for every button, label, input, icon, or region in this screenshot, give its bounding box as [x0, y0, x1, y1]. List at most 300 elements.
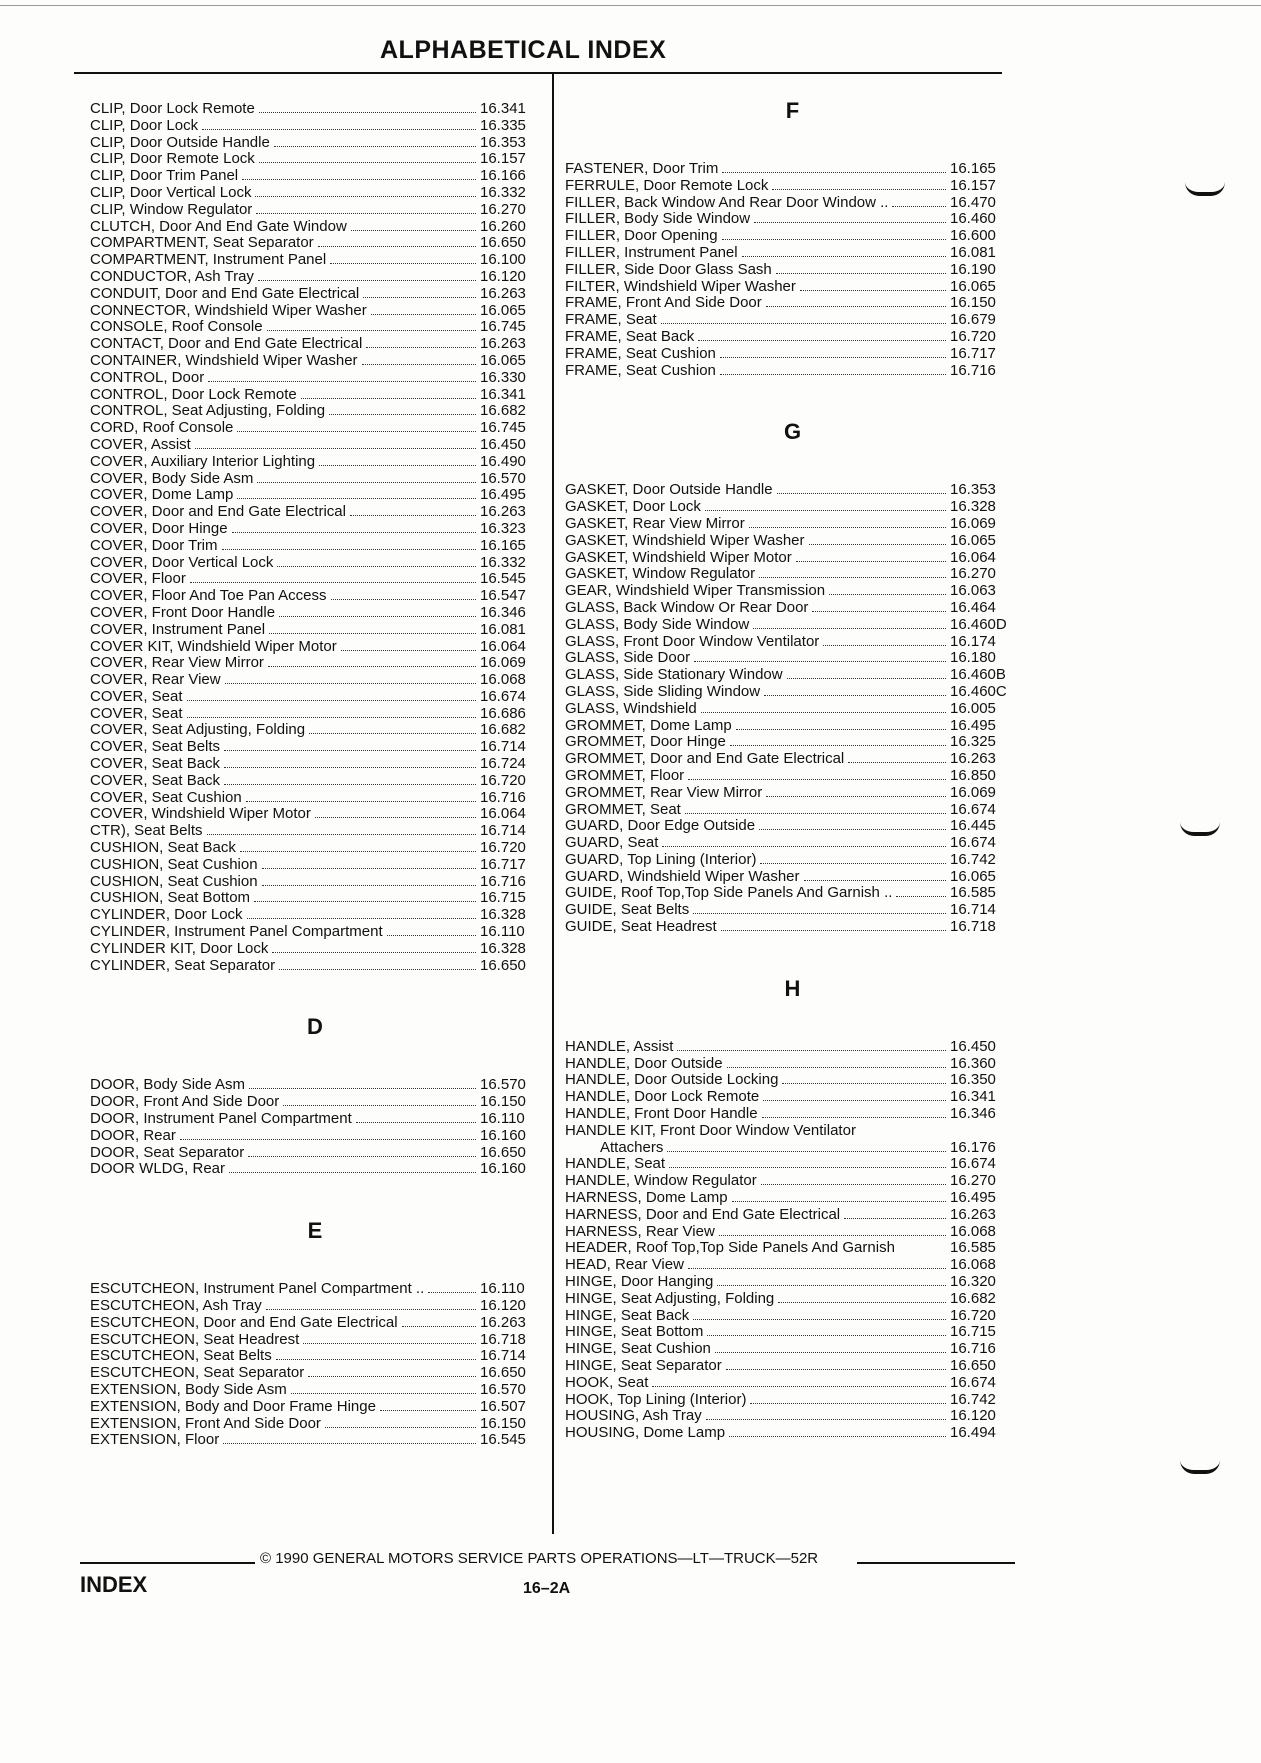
- index-entry: [90, 319, 540, 336]
- entry-name: HEADER, Roof Top,Top Side Panels And Garnish: [565, 1239, 895, 1257]
- entry-name: CONSOLE, Roof Console: [90, 318, 263, 336]
- entry-page: 16.674: [950, 834, 996, 852]
- index-entry: [90, 538, 540, 555]
- entry-name: COVER, Door Vertical Lock: [90, 553, 274, 571]
- entry-page: 16.600: [950, 227, 996, 245]
- entry-name: GLASS, Side Sliding Window: [565, 682, 761, 700]
- entry-page: 16.714: [950, 901, 996, 919]
- entry-name: CTR), Seat Belts: [90, 822, 203, 840]
- index-entry: [90, 1416, 540, 1433]
- entry-name: CLIP, Door Outside Handle: [90, 133, 270, 151]
- dot-leader: [705, 509, 946, 511]
- index-entry: [90, 874, 540, 891]
- index-entry: [90, 773, 540, 790]
- entry-page: 16.717: [480, 855, 526, 873]
- dot-leader: [356, 1121, 476, 1123]
- index-entry: [565, 1072, 1020, 1089]
- section-letter: E: [307, 1218, 323, 1244]
- index-column-left: [90, 101, 540, 1449]
- entry-name: COVER, Seat: [90, 704, 183, 722]
- entry-page: 16.716: [480, 872, 526, 890]
- entry-name: ESCUTCHEON, Instrument Panel Compartment ..: [90, 1280, 425, 1298]
- entry-name: COVER, Seat Adjusting, Folding: [90, 721, 306, 739]
- entry-name: FRAME, Seat Back: [565, 327, 695, 345]
- index-column-right: [565, 88, 1020, 1442]
- dot-leader: [749, 526, 946, 528]
- entry-name: CLIP, Window Regulator: [90, 200, 253, 218]
- index-entry: [565, 634, 1020, 651]
- binder-hole-mark: [1180, 822, 1220, 836]
- entry-name: GASKET, Rear View Mirror: [565, 514, 745, 532]
- index-entry: [90, 605, 540, 622]
- dot-leader: [720, 356, 946, 358]
- entry-page: 16.110: [480, 923, 525, 941]
- entry-name: EXTENSION, Body Side Asm: [90, 1381, 287, 1398]
- entry-page: 16.570: [480, 469, 526, 487]
- entry-name: FILLER, Back Window And Rear Door Window ..: [565, 193, 889, 211]
- dot-leader: [256, 212, 476, 214]
- entry-name: GUIDE, Roof Top,Top Side Panels And Garnish ..: [565, 884, 893, 902]
- dot-leader: [707, 1334, 946, 1336]
- entry-page: 16.716: [950, 361, 996, 379]
- dot-leader: [812, 610, 946, 612]
- index-entry: [565, 1190, 1020, 1207]
- entry-name: GLASS, Back Window Or Rear Door: [565, 598, 809, 616]
- dot-leader: [698, 339, 946, 341]
- dot-leader: [720, 373, 946, 375]
- entry-page: 16.341: [950, 1088, 996, 1106]
- dot-leader: [848, 761, 946, 763]
- entry-page: 16.330: [480, 368, 526, 386]
- index-entry: [565, 1341, 1020, 1358]
- index-entry: [90, 269, 540, 286]
- entry-page: 16.650: [480, 956, 526, 974]
- entry-page: 16.720: [950, 1306, 996, 1324]
- entry-name: HANDLE KIT, Front Door Window Ventilator: [565, 1121, 856, 1139]
- page-title: ALPHABETICAL INDEX: [380, 36, 667, 64]
- index-entry: [565, 768, 1020, 785]
- dot-leader: [762, 1116, 946, 1118]
- entry-page: 16.674: [480, 687, 526, 705]
- index-entry: [90, 1399, 540, 1416]
- entry-page: 16.081: [480, 620, 526, 638]
- entry-name: HANDLE, Door Outside: [565, 1054, 723, 1072]
- index-entry: [90, 135, 540, 152]
- dot-leader: [730, 744, 946, 746]
- dot-leader: [266, 1308, 476, 1310]
- entry-page: 16.260: [480, 217, 526, 235]
- header-rule: [74, 72, 1002, 74]
- entry-name: FERRULE, Door Remote Lock: [565, 176, 769, 194]
- index-entry: [90, 622, 540, 639]
- entry-page: 16.460: [950, 210, 996, 228]
- entry-name: DOOR, Rear: [90, 1126, 176, 1144]
- entry-page: 16.742: [950, 1390, 996, 1408]
- dot-leader: [764, 694, 946, 696]
- dot-leader: [685, 812, 946, 814]
- entry-page: 16.068: [950, 1256, 996, 1274]
- dot-leader: [662, 845, 946, 847]
- entry-name: HOOK, Seat: [565, 1373, 649, 1391]
- entry-page: 16.064: [480, 637, 526, 655]
- binder-hole-mark: [1180, 1460, 1220, 1474]
- entry-name: EXTENSION, Floor: [90, 1431, 220, 1449]
- index-entry: [565, 550, 1020, 567]
- dot-leader: [202, 128, 476, 130]
- dot-leader: [225, 682, 476, 684]
- entry-name: COVER KIT, Windshield Wiper Motor: [90, 637, 337, 655]
- index-entry: [565, 1224, 1020, 1241]
- entry-name: CONTROL, Door: [90, 368, 205, 386]
- entry-name: GASKET, Door Lock: [565, 498, 701, 516]
- section-gap: [90, 1178, 540, 1208]
- dot-leader: [195, 447, 476, 449]
- dot-leader: [742, 255, 946, 257]
- entry-page: 16.495: [480, 486, 526, 504]
- index-entry: [90, 840, 540, 857]
- index-entry: [565, 1123, 1020, 1140]
- dot-leader: [279, 968, 476, 970]
- entry-page: 16.263: [480, 284, 526, 302]
- dot-leader: [753, 627, 946, 629]
- entry-page: 16.714: [480, 1347, 526, 1365]
- entry-name: COVER, Door Trim: [90, 536, 218, 554]
- index-entry: [90, 252, 540, 269]
- dot-leader: [257, 481, 476, 483]
- entry-name: GUIDE, Seat Belts: [565, 901, 690, 919]
- index-entry: [565, 1173, 1020, 1190]
- index-entry: [90, 1281, 540, 1298]
- entry-name: GLASS, Side Stationary Window: [565, 666, 783, 684]
- entry-page: 16.120: [480, 267, 526, 285]
- dot-leader: [274, 145, 476, 147]
- dot-leader: [402, 1325, 476, 1327]
- dot-leader: [232, 531, 476, 533]
- entry-name: CUSHION, Seat Back: [90, 839, 236, 857]
- section-gap: [565, 134, 1020, 161]
- dot-leader: [782, 1082, 946, 1084]
- entry-name: COVER, Windshield Wiper Motor: [90, 805, 311, 823]
- entry-page: 16.717: [950, 344, 996, 362]
- entry-name: HINGE, Seat Back: [565, 1306, 690, 1324]
- entry-page: 16.068: [950, 1222, 996, 1240]
- index-entry: [90, 437, 540, 454]
- dot-leader: [722, 171, 946, 173]
- dot-leader: [715, 1351, 946, 1353]
- dot-leader: [180, 1138, 476, 1140]
- index-entry: [90, 202, 540, 219]
- entry-page: 16.325: [950, 733, 996, 751]
- entry-page: 16.545: [480, 570, 526, 588]
- entry-name: FRAME, Seat Cushion: [565, 344, 716, 362]
- entry-name: GROMMET, Door Hinge: [565, 733, 726, 751]
- entry-name: FILLER, Door Opening: [565, 227, 718, 245]
- entry-page: 16.720: [950, 327, 996, 345]
- index-entry: [90, 1332, 540, 1349]
- dot-leader: [759, 828, 946, 830]
- index-entry: [565, 1106, 1020, 1123]
- entry-page: 16.682: [950, 1289, 996, 1307]
- entry-name: GROMMET, Seat: [565, 800, 681, 818]
- index-entry: [565, 262, 1020, 279]
- index-entry: [565, 818, 1020, 835]
- dot-leader: [766, 305, 946, 307]
- dot-leader: [255, 195, 476, 197]
- index-entry: [90, 1111, 540, 1128]
- entry-page: 16.460C: [950, 682, 1007, 700]
- entry-name: CLIP, Door Lock Remote: [90, 100, 255, 117]
- index-entry: [565, 1089, 1020, 1106]
- entry-page: 16.585: [950, 1239, 996, 1257]
- entry-name: CONTAINER, Windshield Wiper Washer: [90, 351, 358, 369]
- index-entry: [565, 161, 1020, 178]
- entry-page: 16.190: [950, 260, 996, 278]
- section-letter: F: [785, 98, 800, 123]
- entry-name: HINGE, Door Hanging: [565, 1273, 714, 1291]
- entry-page: 16.100: [480, 251, 526, 269]
- entry-page: 16.160: [480, 1126, 526, 1144]
- entry-page: 16.715: [950, 1323, 996, 1341]
- dot-leader: [829, 593, 946, 595]
- entry-page: 16.570: [480, 1381, 526, 1398]
- dot-leader: [351, 229, 476, 231]
- entry-name: ESCUTCHEON, Ash Tray: [90, 1297, 262, 1315]
- entry-page: 16.460B: [950, 666, 1006, 684]
- dot-leader: [896, 895, 946, 897]
- index-entry: [565, 195, 1020, 212]
- entry-name: COVER, Seat: [90, 687, 183, 705]
- index-entry: [565, 1039, 1020, 1056]
- dot-leader: [224, 766, 476, 768]
- entry-name: HARNESS, Dome Lamp: [565, 1189, 728, 1207]
- entry-page: 16.674: [950, 1373, 996, 1391]
- index-entry: [90, 101, 540, 118]
- entry-page: 16.445: [950, 817, 996, 835]
- entry-page: 16.650: [480, 234, 526, 252]
- entry-name: GROMMET, Door and End Gate Electrical: [565, 750, 845, 768]
- entry-name: COVER, Floor: [90, 570, 186, 588]
- index-entry: [565, 228, 1020, 245]
- index-entry: [90, 387, 540, 404]
- entry-name: HANDLE, Door Lock Remote: [565, 1088, 760, 1106]
- index-entry: [90, 235, 540, 252]
- dot-leader: [362, 363, 476, 365]
- entry-page: 16.069: [950, 514, 996, 532]
- entry-page: 16.065: [480, 301, 526, 319]
- dot-leader: [809, 543, 946, 545]
- index-entry: [90, 706, 540, 723]
- entry-page: 16.716: [480, 788, 526, 806]
- index-entry: [565, 885, 1020, 902]
- entry-name: CONDUIT, Door and End Gate Electrical: [90, 284, 360, 302]
- index-entry: [565, 902, 1020, 919]
- entry-page: 16.150: [480, 1093, 526, 1111]
- index-entry: [90, 639, 540, 656]
- entry-page: 16.718: [950, 918, 996, 936]
- entry-page: 16.495: [950, 1189, 996, 1207]
- index-entry: [565, 718, 1020, 735]
- index-entry: [565, 1291, 1020, 1308]
- dot-leader: [860, 1134, 946, 1135]
- entry-page: 16.714: [480, 822, 526, 840]
- entry-name: HANDLE, Window Regulator: [565, 1172, 757, 1190]
- entry-name: GLASS, Front Door Window Ventilator: [565, 632, 820, 650]
- entry-page: 16.110: [480, 1280, 525, 1298]
- entry-name: GEAR, Windshield Wiper Transmission: [565, 582, 826, 600]
- entry-page: 16.064: [950, 548, 996, 566]
- entry-name: COVER, Body Side Asm: [90, 469, 254, 487]
- dot-leader: [187, 716, 476, 718]
- dot-leader: [291, 1392, 476, 1394]
- dot-leader: [308, 1375, 476, 1377]
- entry-page: 16.650: [480, 1364, 526, 1382]
- dot-leader: [778, 1301, 946, 1303]
- entry-name: CLIP, Door Trim Panel: [90, 167, 239, 185]
- entry-page: 16.005: [950, 699, 996, 717]
- index-entry: [90, 286, 540, 303]
- entry-page: 16.686: [480, 704, 526, 722]
- index-entry: [565, 650, 1020, 667]
- entry-name: GROMMET, Rear View Mirror: [565, 783, 763, 801]
- dot-leader: [736, 728, 946, 730]
- entry-name: COVER, Assist: [90, 435, 191, 453]
- entry-name: CYLINDER, Seat Separator: [90, 956, 276, 974]
- dot-leader: [229, 1171, 476, 1173]
- section-gap: [90, 1254, 540, 1281]
- entry-page: 16.328: [950, 498, 996, 516]
- section-gap: [90, 974, 540, 1004]
- entry-page: 16.065: [950, 531, 996, 549]
- index-entry: [90, 588, 540, 605]
- dot-leader: [722, 238, 946, 240]
- index-entry: [90, 1382, 540, 1399]
- index-entry: [565, 583, 1020, 600]
- dot-leader: [688, 778, 946, 780]
- entry-page: 16.270: [950, 1172, 996, 1190]
- dot-leader: [693, 912, 946, 914]
- dot-leader: [331, 598, 476, 600]
- index-entry: [565, 1408, 1020, 1425]
- entry-name: FILLER, Side Door Glass Sash: [565, 260, 772, 278]
- entry-name: FRAME, Seat: [565, 311, 657, 329]
- entry-name: GROMMET, Dome Lamp: [565, 716, 732, 734]
- entry-page: 16.450: [950, 1037, 996, 1055]
- entry-page: 16.150: [480, 1414, 526, 1432]
- entry-name: GLASS, Body Side Window: [565, 615, 750, 633]
- entry-page: 16.724: [480, 755, 526, 773]
- index-entry: [565, 1207, 1020, 1224]
- entry-name: EXTENSION, Body and Door Frame Hinge: [90, 1397, 376, 1415]
- dot-leader: [667, 1150, 946, 1152]
- index-entry: [565, 245, 1020, 262]
- dot-leader: [759, 576, 946, 578]
- entry-name: DOOR, Instrument Panel Compartment: [90, 1110, 352, 1128]
- index-entry: [90, 655, 540, 672]
- dot-leader: [283, 1104, 476, 1106]
- entry-page: 16.065: [950, 277, 996, 295]
- entry-page: 16.328: [480, 939, 526, 957]
- dot-leader: [772, 188, 946, 190]
- entry-name: HARNESS, Door and End Gate Electrical: [565, 1205, 841, 1223]
- entry-page: 16.341: [480, 100, 526, 117]
- dot-leader: [363, 296, 476, 298]
- index-entry: [565, 499, 1020, 516]
- entry-page: 16.679: [950, 311, 996, 329]
- entry-name: GUARD, Door Edge Outside: [565, 817, 756, 835]
- dot-leader: [777, 492, 946, 494]
- entry-name: CLIP, Door Remote Lock: [90, 150, 255, 168]
- entry-name: CONNECTOR, Windshield Wiper Washer: [90, 301, 367, 319]
- index-entry: [565, 1308, 1020, 1325]
- entry-page: 16.180: [950, 649, 996, 667]
- entry-page: 16.064: [480, 805, 526, 823]
- index-entry: [565, 566, 1020, 583]
- entry-name: FILTER, Windshield Wiper Washer: [565, 277, 796, 295]
- dot-leader: [754, 221, 946, 223]
- entry-name: CONTROL, Door Lock Remote: [90, 385, 297, 403]
- dot-leader: [208, 380, 476, 382]
- index-entry: [565, 667, 1020, 684]
- entry-page: 16.081: [950, 243, 996, 261]
- entry-page: 16.742: [950, 850, 996, 868]
- index-entry: [565, 1425, 1020, 1442]
- index-entry: [90, 823, 540, 840]
- index-entry: [90, 756, 540, 773]
- index-entry: [565, 802, 1020, 819]
- index-entry: [90, 1315, 540, 1332]
- index-entry: [565, 346, 1020, 363]
- entry-name: COVER, Floor And Toe Pan Access: [90, 587, 327, 605]
- dot-leader: [694, 660, 946, 662]
- dot-leader: [240, 850, 476, 852]
- dot-leader: [727, 1066, 946, 1068]
- dot-leader: [224, 749, 476, 751]
- dot-leader: [717, 1284, 946, 1286]
- entry-name: FASTENER, Door Trim: [565, 160, 719, 177]
- entry-page: 16.263: [950, 1205, 996, 1223]
- entry-page: 16.263: [480, 503, 526, 521]
- entry-name: FRAME, Seat Cushion: [565, 361, 716, 379]
- index-entry: [90, 420, 540, 437]
- dot-leader: [761, 1183, 946, 1185]
- dot-leader: [669, 1166, 946, 1168]
- index-entry: [565, 1392, 1020, 1409]
- entry-name: HINGE, Seat Separator: [565, 1357, 722, 1375]
- index-entry: [565, 1324, 1020, 1341]
- index-entry: [90, 1348, 540, 1365]
- dot-leader: [269, 632, 476, 634]
- index-entry: [90, 958, 540, 975]
- entry-page: 16.650: [480, 1143, 526, 1161]
- entry-name: CUSHION, Seat Bottom: [90, 889, 251, 907]
- index-entry: [565, 1274, 1020, 1291]
- entry-page: 16.716: [950, 1340, 996, 1358]
- index-entry: [565, 178, 1020, 195]
- entry-name: HARNESS, Rear View: [565, 1222, 715, 1240]
- dot-leader: [380, 1409, 476, 1411]
- index-entry: [90, 555, 540, 572]
- entry-name: HANDLE, Seat: [565, 1155, 666, 1173]
- entry-name: GLASS, Side Door: [565, 649, 691, 667]
- dot-leader: [677, 1049, 946, 1051]
- entry-name: COVER, Rear View Mirror: [90, 654, 264, 672]
- dot-leader: [267, 329, 476, 331]
- entry-name: COVER, Seat Back: [90, 755, 221, 773]
- index-entry: [90, 403, 540, 420]
- entry-page: 16.585: [950, 884, 996, 902]
- entry-name: COVER, Seat Back: [90, 771, 221, 789]
- entry-page: 16.174: [950, 632, 996, 650]
